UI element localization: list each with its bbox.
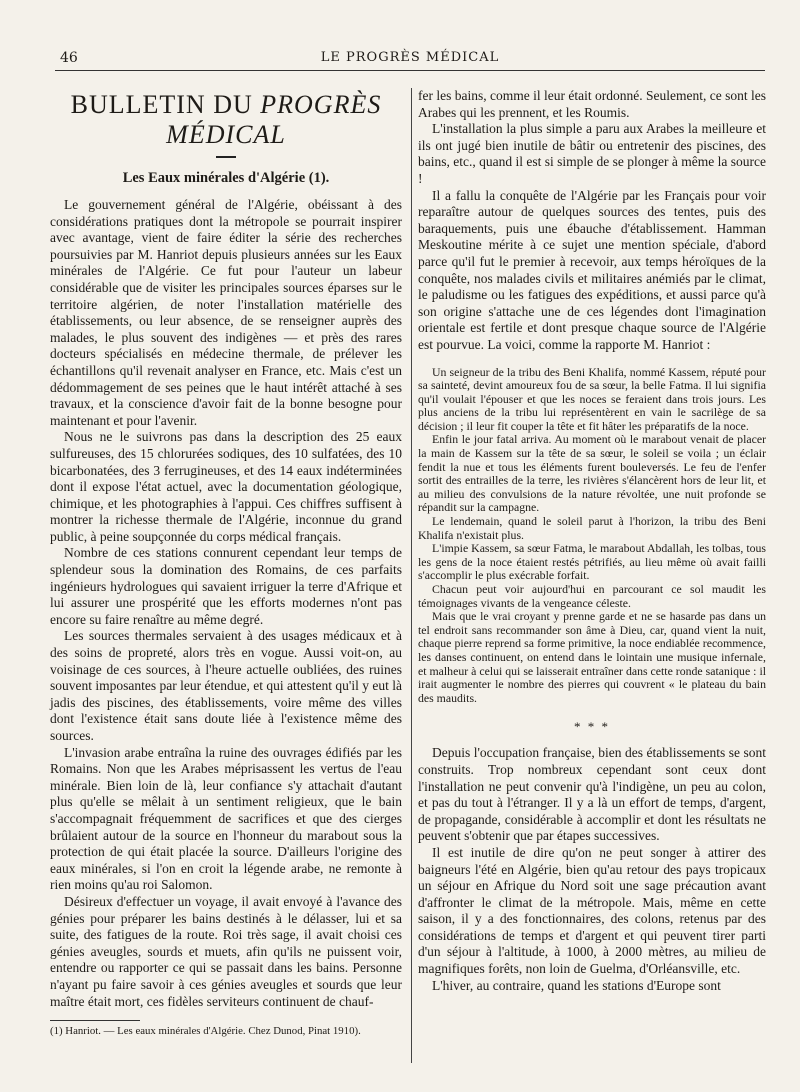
bulletin-heading [50,90,402,150]
paragraph: Nous ne le suivrons pas dans la description des 25 eaux sulfureuses, des 15 chlorurées sodiques, des 10 sulfatées, des 10 bicarbonatées, des 3 ferrugineuses, et des 14 eaux indéterminées dont il expose l'état actuel, avec la documentation géologique, chimique, et les photographies à l'appui. Ces chiffres suffisent à montrer la richesse thermale de l'Algérie, inconnue du grand public, à peine soupçonnée du corps médical français. [50,429,402,544]
paragraph: Il a fallu la conquête de l'Algérie par les Français pour voir reparaître autour de quelques sources des tentes, puis des baraquements, puis une ébauche d'établissement. Hamman Meskoutine mérite à ce sujet une mention spéciale, d'abord parce qu'il fut le premier à recevoir, aux temps héroïques de la conquête, nos malades civils et militaires anémiés par le climat, le paludisme ou les fatigues des expéditions, et aussi parce qu'à son origine s'attache une de ces légendes dont l'imagination orientale est fertile et dont presque chaque source de l'Algérie est pourvue. La voici, comme la rapporte M. Hanriot : [418,187,766,352]
right-column [418,88,766,994]
bulletin-heading-roman: BULLETIN DU [70,90,253,119]
paragraph: L'invasion arabe entraîna la ruine des ouvrages édifiés par les Romains. Non que les Arabes méprisassent les vertus de l'eau minérale. Bien loin de là, leur confiance s'y attachait d'autant plus qu'elle se mêlait à un sentiment religieux, que le bain s'accompagnait fréquemment de sacrifices et que des cierges brûlaient autour de la source en l'honneur du marabout sous la protection de qui était placée la source. D'ailleurs l'origine des eaux minérales, si l'on en croit la légende arabe, ne remonte à rien moins qu'au roi Salomon. [50,744,402,893]
running-title: LE PROGRÈS MÉDICAL [320,50,500,65]
column-divider [411,88,412,1063]
quote-paragraph: Un seigneur de la tribu des Beni Khalifa, nommé Kassem, réputé pour sa sainteté, devint amoureux fou de sa sœur, la belle Fatma. Il lui signifia qu'il voulait l'épouser et que les noces se feraient dans trois jours. Les plus anciens de la tribu lui représentèrent en vain le sacrilège de sa décision ; il leur fit couper la tête et fit hâter les préparatifs de la noce. [418,364,766,433]
quote-paragraph: L'impie Kassem, sa sœur Fatma, le marabout Abdallah, les tolbas, tous les gens de la noce étaient restés pétrifiés, au lieu même où avait failli s'accomplir le plus exécrable forfait. [418,541,766,583]
paragraph: Depuis l'occupation française, bien des établissements se sont construits. Trop nombreux cependant sont ceux dont l'installation ne peut convenir qu'à l'indigène, un peu au colon, et pas du tout à l'étranger. Il y a là un effort de temps, d'argent, de propagande, considérable à accomplir et dont les résultats ne peuvent s'obtenir que par étapes successives. [418,745,766,844]
paragraph: Il est inutile de dire qu'on ne peut songer à attirer des baigneurs l'été en Algérie, bien qu'au retour des pays tropicaux un séjour en Afrique du Nord soit une sage précaution avant d'affronter le climat de la métropole. Mais, même en cette saison, il y a des fonctionnaires, des colons, retenus par des considérations de temps et d'argent et qui peuvent tirer parti d'un séjour à l'altitude, à 1000, à 2000 mètres, au milieu de magnifiques forêts, non loin de Guelma, d'Orléansville, etc. [418,844,766,977]
paragraph: Désireux d'effectuer un voyage, il avait envoyé à l'avance des génies pour préparer les bains destinés à le délasser, lui et sa suite, des fatigues de la route. Roi très sage, il avait choisi ces génies aveugles, sourds et muets, afin qu'ils ne puissent voir, entendre ou rapporter ce qui se passait dans les bains. Personne n'ayant pu faire savoir à ces génies aveugles et sourds que leur maître était mort, ces fidèles serviteurs continuent de chauf- [50,893,402,1009]
quote-paragraph: Le lendemain, quand le soleil parut à l'horizon, la tribu des Beni Khalifa n'existait plus. [418,514,766,542]
bulletin-heading-italic: PROGRÈS MÉDICAL [166,90,382,149]
footnote-rule [50,1020,140,1021]
quote-paragraph: Enfin le jour fatal arriva. Au moment où le marabout venait de placer la main de Kassem sur la tête de sa sœur, le soleil se voila ; un éclair fendit la nue et tous les éléments furent bouleversés. Le feu de l'enfer sortit des entrailles de la terre, les rivières s'élancèrent hors de leur lit, et au milieu des convulsions de la nature révoltée, une nuit profonde se répandit sur la campagne. [418,432,766,515]
title-dash [216,156,236,158]
article-title: Les Eaux minérales d'Algérie (1). [122,170,330,186]
paragraph: Les sources thermales servaient à des usages médicaux et à des soins de propreté, alors très en vogue. Aussi voit-on, au voisinage de ces sources, à l'heure actuelle oubliées, des ruines souvent imposantes par leur étendue, et qui attestent qu'il y eut là jadis des piscines, des établissements, voire même des villes dont l'existence était sans doute liée à l'existence même des sources. [50,628,402,743]
quote-paragraph: Mais que le vrai croyant y prenne garde et ne se hasarde pas dans un tel endroit sans recommander son âme à Dieu, car, quand vient la nuit, chaque pierre reprend sa forme primitive, la noce endiablée recommence, les danses continuent, on entend dans le lointain une musique infernale, et malheur à celui qui se laisserait entraîner dans cette ronde satanique : il irait augmenter le nombre des pierres qui couvrent « le plateau du bain des maudits. [418,609,766,705]
page-header [60,50,760,70]
left-column [50,88,402,1038]
page-number: 46 [60,50,78,66]
section-stars: * * * [574,719,610,735]
paragraph: Le gouvernement général de l'Algérie, obéissant à des considérations pratiques dont la métropole se pourrait inspirer avec avantage, vient de faire éditer la série des recherches poursuivies par M. Hanriot depuis plusieurs années sur les Eaux minérales de l'Algérie. Ce fut pour l'auteur un labeur considérable que de visiter les principales sources éparses sur le territoire algérien, de noter l'installation matérielle des établissements, ou leur absence, de se renseigner auprès des malades, le plus souvent des indigènes — et près des rares docteurs spécialisés en médecine thermale, de prélever les échantillons qu'il revenait analyser en France, etc. Mais c'est un dédommagement de ses peines que le haut intérêt attaché à ses travaux, et la conscience d'avoir fait de la bonne besogne pour maintenant et pour l'avenir. [50,197,402,428]
footnote: (1) Hanriot. — Les eaux minérales d'Algérie. Chez Dunod, Pinat 1910). [50,1025,361,1038]
paragraph: fer les bains, comme il leur était ordonné. Seulement, ce sont les Arabes qui les prennent, et les Roumis. [418,88,766,120]
paragraph: L'hiver, au contraire, quand les stations d'Europe sont [432,977,721,993]
paragraph: Nombre de ces stations connurent cependant leur temps de splendeur sous la domination des Romains, de ces parfaits ingénieurs hydrologues qui savaient irriguer la terre d'Afrique et lui assurer une prospérité que les efforts modernes n'ont pas encore su faire renaître au même degré. [50,545,402,627]
header-rule [55,70,765,71]
paragraph: L'installation la plus simple a paru aux Arabes la meilleure et ils ont jugé bien inutile de bâtir ou entretenir des piscines, des bains, etc., quand il est si simple de se plonger à même la source ! [418,121,766,186]
quote-paragraph: Chacun peut voir aujourd'hui en parcourant ce sol maudit les témoignages vivants de la vengeance céleste. [418,582,766,610]
legend-quote [418,366,766,706]
